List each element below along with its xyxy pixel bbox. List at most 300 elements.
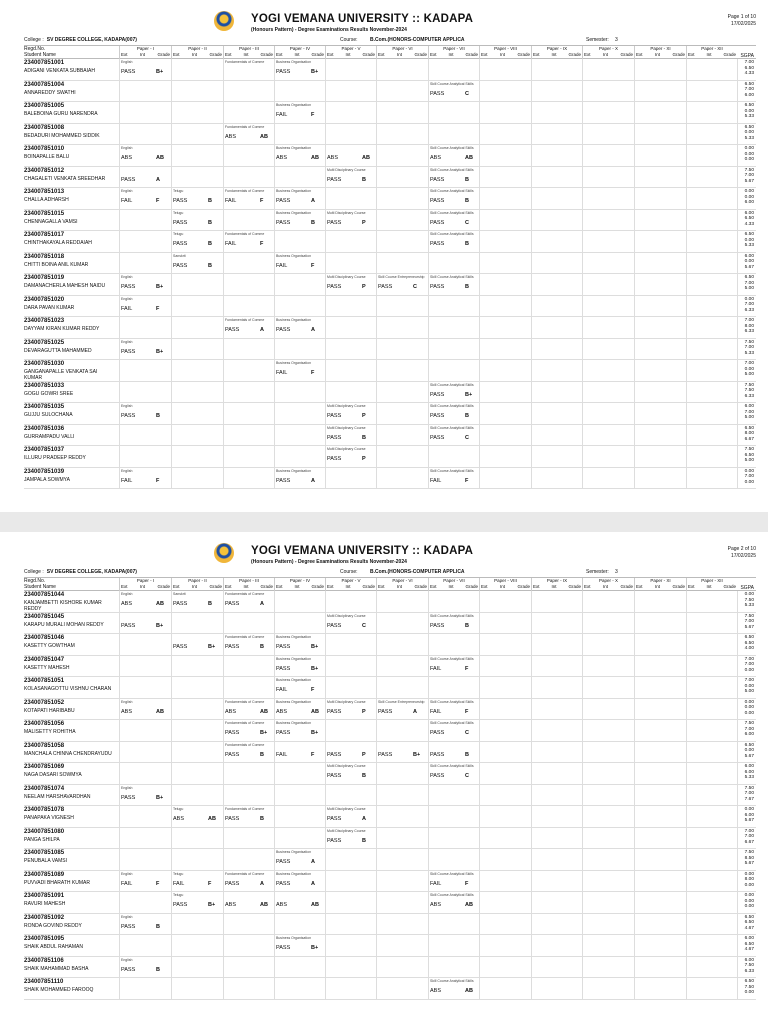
- student-name: DAMANACHERLA MAHESH NAIDU: [24, 283, 106, 289]
- result-status: PASS: [430, 198, 445, 204]
- sub-column-label: Ext: [430, 52, 437, 57]
- table-row: [24, 634, 756, 656]
- subject-name: Business Organisation: [276, 189, 312, 193]
- sub-column-label: Ext: [688, 584, 695, 589]
- sub-column-label: Ext: [173, 584, 180, 589]
- column-divider: [737, 914, 738, 935]
- grade: B: [362, 434, 366, 441]
- table-row: [24, 231, 756, 253]
- column-divider: [274, 613, 275, 634]
- sgpa-value: 0.00: [744, 194, 754, 200]
- sgpa-value: 0.00: [744, 705, 754, 711]
- result-status: FAIL: [430, 880, 442, 887]
- sgpa-value: 0.00: [744, 108, 754, 114]
- column-divider: [737, 468, 738, 489]
- sub-column-label: Int: [654, 584, 660, 589]
- sgpa-values: [745, 743, 754, 760]
- column-divider: [634, 677, 635, 698]
- grade: F: [156, 198, 160, 204]
- column-divider: [171, 145, 172, 166]
- column-divider: [686, 253, 687, 274]
- paper-result: [326, 403, 375, 424]
- sgpa-value: 5.00: [744, 415, 754, 421]
- column-divider: [531, 425, 532, 446]
- student-name: DARA PAVAN KUMAR: [24, 304, 75, 311]
- grade: B: [465, 622, 469, 629]
- column-divider: [119, 935, 120, 956]
- grade: AB: [260, 708, 268, 715]
- column-divider: [531, 382, 532, 403]
- regd-number: 234007851051: [24, 678, 65, 684]
- paper-label: Paper - IV: [289, 578, 311, 583]
- result-status: PASS: [121, 284, 136, 290]
- paper-result: [120, 59, 170, 80]
- grade: F: [156, 477, 160, 484]
- column-divider: [686, 935, 687, 956]
- sgpa-value: 6.50: [744, 640, 754, 646]
- result-status: PASS: [276, 69, 291, 75]
- column-divider: [325, 591, 326, 612]
- sub-column-label: Ext: [225, 584, 232, 589]
- column-divider: [737, 339, 738, 360]
- column-divider: [634, 935, 635, 956]
- student-name: SHAIK ABDUL RAHAMAN: [24, 944, 83, 950]
- paper-result: [224, 634, 273, 655]
- regd-number: 234007851069: [24, 764, 65, 770]
- result-status: FAIL: [276, 112, 288, 118]
- column-divider: [737, 871, 738, 892]
- student-name: PUVVADI BHARATH KUMAR: [24, 879, 90, 886]
- sgpa-value: 5.33: [744, 775, 754, 781]
- column-divider: [582, 634, 583, 655]
- student-name: PANGA SHILPA: [24, 836, 60, 843]
- column-divider: [171, 785, 172, 806]
- sgpa-values: [745, 592, 754, 609]
- column-divider: [223, 360, 224, 381]
- subject-name: Skill Course Analytical Skills: [430, 232, 474, 236]
- subject-name: Fundamentals of Comme: [225, 635, 265, 639]
- result-status: PASS: [173, 241, 188, 247]
- paper-label: Paper - VI: [392, 46, 413, 51]
- subject-name: Skill Course Analytical Skills: [430, 404, 474, 408]
- column-divider: [223, 145, 224, 166]
- subject-name: English: [121, 296, 133, 301]
- table-row: [24, 677, 756, 699]
- regd-number: 234007851085: [24, 850, 65, 856]
- regd-number: 234007851110: [24, 979, 64, 985]
- paper-result: [120, 339, 170, 360]
- paper-result: [172, 231, 222, 252]
- regd-number: 234007851017: [24, 232, 65, 238]
- regd-label: Regd.No.: [24, 46, 46, 52]
- subject-name: Sanskrit: [173, 253, 186, 258]
- column-divider: [531, 145, 532, 166]
- result-status: PASS: [276, 327, 291, 333]
- grade: AB: [311, 902, 319, 908]
- column-divider: [119, 742, 120, 763]
- sub-column-label: Grade: [620, 584, 633, 589]
- paper-result: [377, 699, 427, 720]
- sgpa-value: 7.00: [744, 302, 754, 308]
- column-divider: [325, 957, 326, 978]
- subject-name: English: [121, 785, 133, 790]
- paper-result: [429, 274, 478, 295]
- result-status: PASS: [327, 434, 342, 441]
- result-status: PASS: [276, 730, 291, 736]
- sgpa-value: 7.00: [744, 280, 754, 286]
- column-divider: [479, 339, 480, 360]
- paper-result: [326, 699, 375, 720]
- paper-result: [326, 167, 375, 188]
- subject-name: Skill Course Analytical Skills: [430, 699, 474, 704]
- student-name: KOTAPATI HARIBABU: [24, 707, 75, 714]
- sgpa-value: 4.33: [744, 221, 754, 227]
- column-divider: [171, 81, 172, 102]
- student-name: NEELAM HARSHAVARDHAN: [24, 793, 91, 800]
- table-row: [24, 339, 756, 361]
- grade: AB: [260, 902, 268, 908]
- column-divider: [737, 425, 738, 446]
- grade: B: [362, 773, 366, 779]
- column-divider: [274, 978, 275, 999]
- result-status: PASS: [327, 708, 342, 715]
- meta-line: [24, 568, 756, 576]
- column-divider: [274, 274, 275, 295]
- subject-name: Skill Course Analytical Skills: [430, 613, 474, 618]
- paper-result: [172, 188, 222, 209]
- column-divider: [119, 446, 120, 467]
- grade: B: [208, 219, 212, 226]
- column-divider: [582, 317, 583, 338]
- column-divider: [223, 339, 224, 360]
- subject-name: Fundamentals of Comme: [225, 592, 265, 596]
- result-status: ABS: [225, 708, 237, 715]
- regd-number: 234007851020: [24, 296, 65, 303]
- column-divider: [223, 914, 224, 935]
- paper-column-header: [634, 46, 686, 59]
- grade: B+: [311, 665, 319, 672]
- column-divider: [376, 124, 377, 145]
- student-name: GUJJU SULOCHANA: [24, 412, 73, 418]
- paper-result: [172, 253, 222, 274]
- regd-number: 234007851036: [24, 425, 65, 432]
- result-status: PASS: [327, 284, 342, 290]
- subject-name: Skill Course Analytical Skills: [430, 656, 474, 661]
- table-row: [24, 892, 756, 914]
- grade: F: [208, 880, 212, 887]
- column-divider: [634, 382, 635, 403]
- result-status: PASS: [173, 902, 188, 908]
- column-divider: [479, 785, 480, 806]
- table-row: [24, 785, 756, 807]
- sub-column-labels: [688, 52, 736, 57]
- column-divider: [686, 806, 687, 827]
- result-status: PASS: [430, 773, 445, 779]
- column-divider: [737, 785, 738, 806]
- paper-result: [429, 81, 478, 102]
- column-divider: [634, 763, 635, 784]
- column-divider: [582, 446, 583, 467]
- result-status: PASS: [378, 284, 393, 290]
- paper-result: [120, 871, 170, 892]
- regd-number: 234007851018: [24, 253, 65, 260]
- column-divider: [686, 699, 687, 720]
- sub-column-label: Ext: [121, 52, 128, 57]
- sub-column-labels: [276, 52, 324, 57]
- sgpa-values: [745, 807, 754, 824]
- column-divider: [274, 425, 275, 446]
- subject-name: English: [121, 957, 133, 962]
- table-row: [24, 656, 756, 678]
- subject-name: Fundamentals of Comme: [225, 699, 265, 704]
- column-divider: [531, 188, 532, 209]
- column-divider: [325, 81, 326, 102]
- sub-column-label: Int: [139, 52, 145, 57]
- paper-result: [275, 634, 324, 655]
- column-divider: [686, 210, 687, 231]
- sgpa-values: [745, 657, 754, 674]
- sub-column-label: Grade: [311, 52, 324, 57]
- column-divider: [274, 167, 275, 188]
- table-row: [24, 699, 756, 721]
- grade: B: [156, 923, 160, 930]
- column-divider: [634, 978, 635, 999]
- paper-column-header: [376, 578, 428, 591]
- regd-number: 234007851095: [24, 936, 65, 942]
- column-divider: [582, 828, 583, 849]
- sgpa-value: 6.00: [744, 957, 754, 963]
- subject-name: Multi Disciplinary Course: [327, 807, 366, 811]
- sgpa-value: 6.50: [744, 232, 754, 237]
- column-divider: [686, 613, 687, 634]
- university-logo: [214, 543, 234, 563]
- paper-column-header: [686, 578, 737, 591]
- grade: F: [311, 751, 315, 758]
- result-status: PASS: [173, 198, 188, 204]
- sgpa-value: 5.67: [744, 178, 754, 184]
- column-header: [24, 577, 756, 591]
- column-divider: [223, 849, 224, 870]
- column-divider: [686, 720, 687, 741]
- paper-result: [429, 613, 478, 634]
- paper-result: [429, 978, 478, 999]
- sub-column-label: Grade: [260, 584, 273, 589]
- paper-result: [275, 360, 324, 381]
- paper-column-header: [634, 578, 686, 591]
- grade: AB: [311, 708, 319, 715]
- result-status: FAIL: [276, 370, 288, 376]
- subject-name: Skill Course Analytical Skills: [430, 167, 474, 172]
- column-divider: [582, 591, 583, 612]
- sub-column-label: Ext: [636, 584, 643, 589]
- column-divider: [634, 425, 635, 446]
- column-divider: [376, 339, 377, 360]
- sgpa-values: [745, 168, 754, 185]
- results-table: [24, 59, 756, 489]
- sgpa-value: 0.00: [744, 151, 754, 157]
- regd-number: 234007851056: [24, 721, 65, 727]
- result-status: PASS: [327, 456, 342, 462]
- column-divider: [531, 806, 532, 827]
- regd-number: 234007851045: [24, 613, 65, 620]
- subject-name: English: [121, 60, 133, 64]
- result-status: PASS: [276, 859, 291, 865]
- paper-column-header: [325, 578, 376, 591]
- result-status: PASS: [121, 348, 136, 355]
- paper-result: [172, 871, 222, 892]
- sgpa-value: 6.00: [744, 732, 754, 738]
- subject-name: Multi Disciplinary Course: [327, 210, 366, 215]
- column-divider: [428, 296, 429, 317]
- result-status: PASS: [327, 622, 342, 629]
- sgpa-value: 7.50: [744, 382, 754, 388]
- sub-column-labels: [584, 52, 633, 57]
- column-divider: [223, 828, 224, 849]
- table-row: [24, 742, 756, 764]
- paper-result: [224, 806, 273, 827]
- subject-name: Business Organisation: [276, 721, 312, 725]
- paper-column-header: [531, 578, 582, 591]
- table-row: [24, 145, 756, 167]
- paper-result: [429, 892, 478, 913]
- sub-column-label: Grade: [209, 584, 222, 589]
- table-row: [24, 81, 756, 103]
- table-row: [24, 468, 756, 490]
- column-divider: [479, 935, 480, 956]
- sgpa-value: 6.50: [744, 941, 754, 947]
- grade: B+: [208, 902, 216, 908]
- column-divider: [428, 102, 429, 123]
- sgpa-value: 6.00: [744, 253, 754, 259]
- paper-result: [120, 403, 170, 424]
- column-divider: [634, 59, 635, 80]
- grade: AB: [260, 133, 268, 140]
- paper-result: [275, 102, 324, 123]
- sgpa-value: 6.50: [744, 914, 754, 920]
- paper-result: [429, 231, 478, 252]
- subject-name: Fundamentals of Comme: [225, 742, 265, 747]
- paper-column-header: [479, 46, 531, 59]
- grade: B+: [311, 644, 319, 650]
- sgpa-value: 6.67: [744, 839, 754, 845]
- sgpa-value: 5.67: [744, 624, 754, 630]
- column-divider: [428, 317, 429, 338]
- semester-value: 3: [615, 37, 618, 43]
- result-status: PASS: [378, 751, 393, 758]
- student-name: DEVARAGUTTA MAHAMMED: [24, 347, 92, 354]
- grade: AB: [465, 155, 473, 161]
- column-divider: [171, 339, 172, 360]
- sub-column-labels: [276, 584, 324, 589]
- result-status: ABS: [121, 601, 133, 607]
- column-divider: [223, 785, 224, 806]
- paper-result: [275, 188, 324, 209]
- sgpa-value: 6.00: [744, 936, 754, 941]
- student-name: CHITTI BOINA ANIL KUMAR: [24, 261, 89, 268]
- column-divider: [428, 634, 429, 655]
- paper-result: [224, 317, 273, 338]
- column-divider: [171, 317, 172, 338]
- sgpa-values: [745, 893, 754, 910]
- paper-result: [275, 59, 324, 80]
- sub-column-labels: [378, 52, 427, 57]
- paper-result: [120, 591, 170, 612]
- column-divider: [582, 382, 583, 403]
- column-divider: [634, 81, 635, 102]
- column-divider: [531, 339, 532, 360]
- result-status: PASS: [430, 730, 445, 736]
- sub-column-label: Ext: [327, 584, 334, 589]
- column-divider: [582, 468, 583, 489]
- sgpa-value: 6.50: [744, 81, 754, 87]
- student-name: SHAIK MOHAMMED FAROOQ: [24, 987, 94, 993]
- sgpa-value: 5.67: [744, 753, 754, 759]
- sgpa-value: 7.00: [744, 409, 754, 415]
- column-divider: [479, 317, 480, 338]
- sgpa-values: [745, 275, 754, 292]
- sgpa-value: 6.00: [744, 404, 754, 409]
- column-divider: [171, 763, 172, 784]
- result-status: PASS: [430, 622, 445, 629]
- subject-name: English: [121, 592, 133, 596]
- column-divider: [686, 296, 687, 317]
- paper-result: [224, 591, 273, 612]
- column-divider: [634, 806, 635, 827]
- column-divider: [479, 360, 480, 381]
- paper-result: [120, 296, 170, 317]
- paper-result: [429, 656, 478, 677]
- result-status: PASS: [225, 751, 240, 758]
- grade: B: [311, 219, 315, 226]
- column-divider: [686, 978, 687, 999]
- column-divider: [325, 124, 326, 145]
- sub-column-label: Int: [551, 52, 557, 57]
- result-status: FAIL: [225, 198, 237, 204]
- column-divider: [531, 763, 532, 784]
- sub-column-label: Int: [448, 52, 454, 57]
- subject-name: Multi Disciplinary Course: [327, 447, 366, 451]
- result-status: ABS: [430, 902, 442, 908]
- subject-name: Skill Course Analytical Skills: [430, 382, 474, 387]
- subject-name: Business Organisation: [276, 699, 312, 704]
- column-divider: [686, 145, 687, 166]
- paper-result: [275, 742, 324, 763]
- result-status: PASS: [276, 945, 291, 951]
- column-divider: [274, 957, 275, 978]
- column-divider: [686, 167, 687, 188]
- paper-result: [224, 188, 273, 209]
- sgpa-value: 5.33: [744, 135, 754, 141]
- paper-label: Paper - VII: [443, 578, 465, 583]
- column-divider: [119, 231, 120, 252]
- column-divider: [479, 828, 480, 849]
- column-divider: [428, 677, 429, 698]
- subject-name: Business Organisation: [276, 60, 312, 64]
- sgpa-values: [745, 447, 754, 464]
- page-number: Page 2 of 10: [727, 546, 756, 552]
- column-divider: [737, 935, 738, 956]
- sub-column-label: Grade: [723, 584, 736, 589]
- paper-label: Paper - IX: [546, 46, 568, 51]
- paper-label: Paper - V: [341, 578, 361, 583]
- regd-number: 234007851023: [24, 318, 65, 324]
- table-row: [24, 274, 756, 296]
- sgpa-value: 0.00: [744, 667, 754, 673]
- paper-result: [172, 634, 222, 655]
- sgpa-value: 7.00: [744, 791, 754, 797]
- column-divider: [376, 317, 377, 338]
- paper-result: [120, 914, 170, 935]
